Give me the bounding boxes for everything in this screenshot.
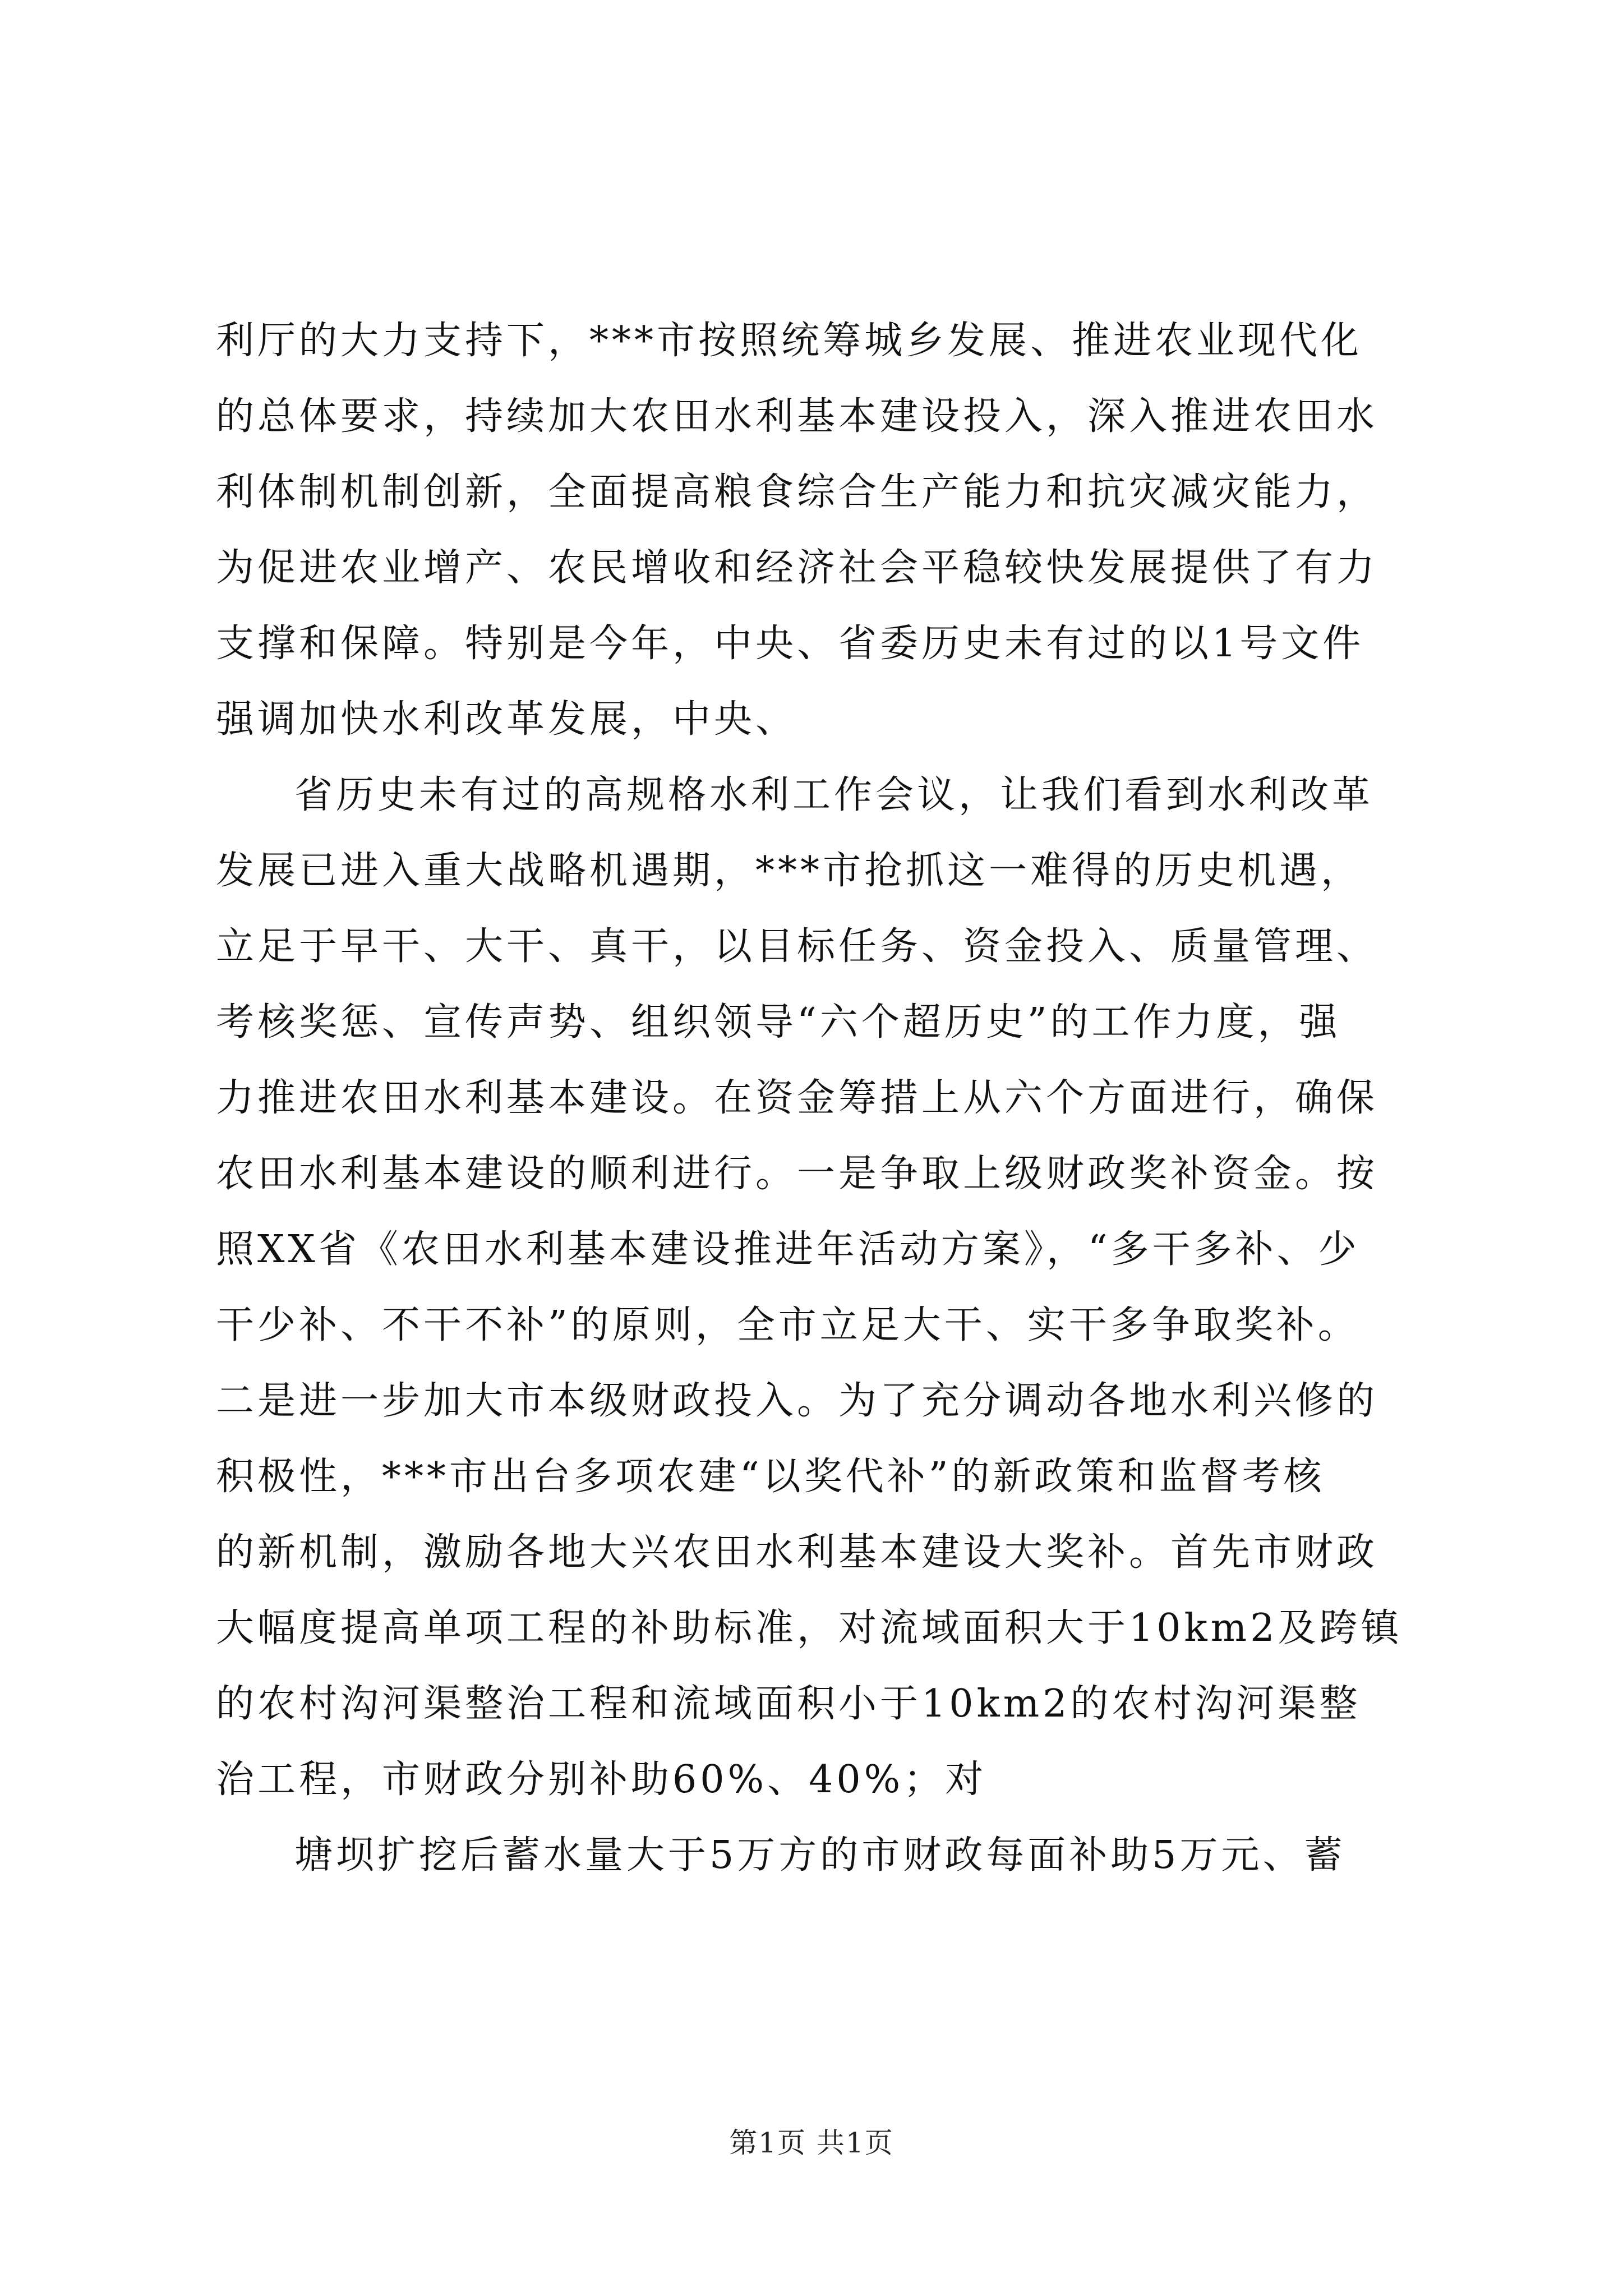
text-line: 的总体要求，持续加大农田水利基本建设投入，深入推进农田水	[216, 394, 1378, 439]
text-line: 治工程，市财政分别补助60%、40%；对	[216, 1757, 987, 1802]
paragraph-start-line: 省历史未有过的高规格水利工作会议，让我们看到水利改革	[294, 773, 1374, 817]
text-line: 支撑和保障。特别是今年，中央、省委历史未有过的以1号文件	[216, 622, 1364, 666]
text-line: 力推进农田水利基本建设。在资金筹措上从六个方面进行，确保	[216, 1076, 1378, 1120]
text-line: 考核奖惩、宣传声势、组织领导“六个超历史”的工作力度，强	[216, 1000, 1341, 1045]
text-line: 干少补、不干不补”的原则，全市立足大干、实干多争取奖补。	[216, 1303, 1359, 1347]
text-line: 积极性，***市出台多项农建“以奖代补”的新政策和监督考核	[216, 1455, 1325, 1499]
text-line: 照XX省《农田水利基本建设推进年活动方案》，“多干多补、少	[216, 1227, 1360, 1272]
page-footer: 第1页 共1页	[729, 2127, 894, 2159]
text-line: 强调加快水利改革发展，中央、	[216, 697, 797, 742]
text-line: 利体制机制创新，全面提高粮食综合生产能力和抗灾减灾能力，	[216, 470, 1378, 514]
text-line: 农田水利基本建设的顺利进行。一是争取上级财政奖补资金。按	[216, 1152, 1378, 1196]
text-line: 发展已进入重大战略机遇期，***市抢抓这一难得的历史机遇，	[216, 849, 1363, 893]
text-line: 利厅的大力支持下，***市按照统筹城乡发展、推进农业现代化	[216, 319, 1363, 363]
text-line: 立足于早干、大干、真干，以目标任务、资金投入、质量管理、	[216, 924, 1378, 969]
text-line: 为促进农业增产、农民增收和经济社会平稳较快发展提供了有力	[216, 546, 1378, 590]
paragraph-start-line: 塘坝扩挖后蓄水量大于5万方的市财政每面补助5万元、蓄	[294, 1833, 1346, 1878]
body-text	[216, 303, 1416, 1893]
text-line: 的新机制，激励各地大兴农田水利基本建设大奖补。首先市财政	[216, 1530, 1378, 1575]
text-line: 大幅度提高单项工程的补助标准，对流域面积大于10km2及跨镇	[216, 1606, 1403, 1650]
text-line: 的农村沟河渠整治工程和流域面积小于10km2的农村沟河渠整	[216, 1682, 1361, 1726]
text-line: 二是进一步加大市本级财政投入。为了充分调动各地水利兴修的	[216, 1379, 1378, 1423]
